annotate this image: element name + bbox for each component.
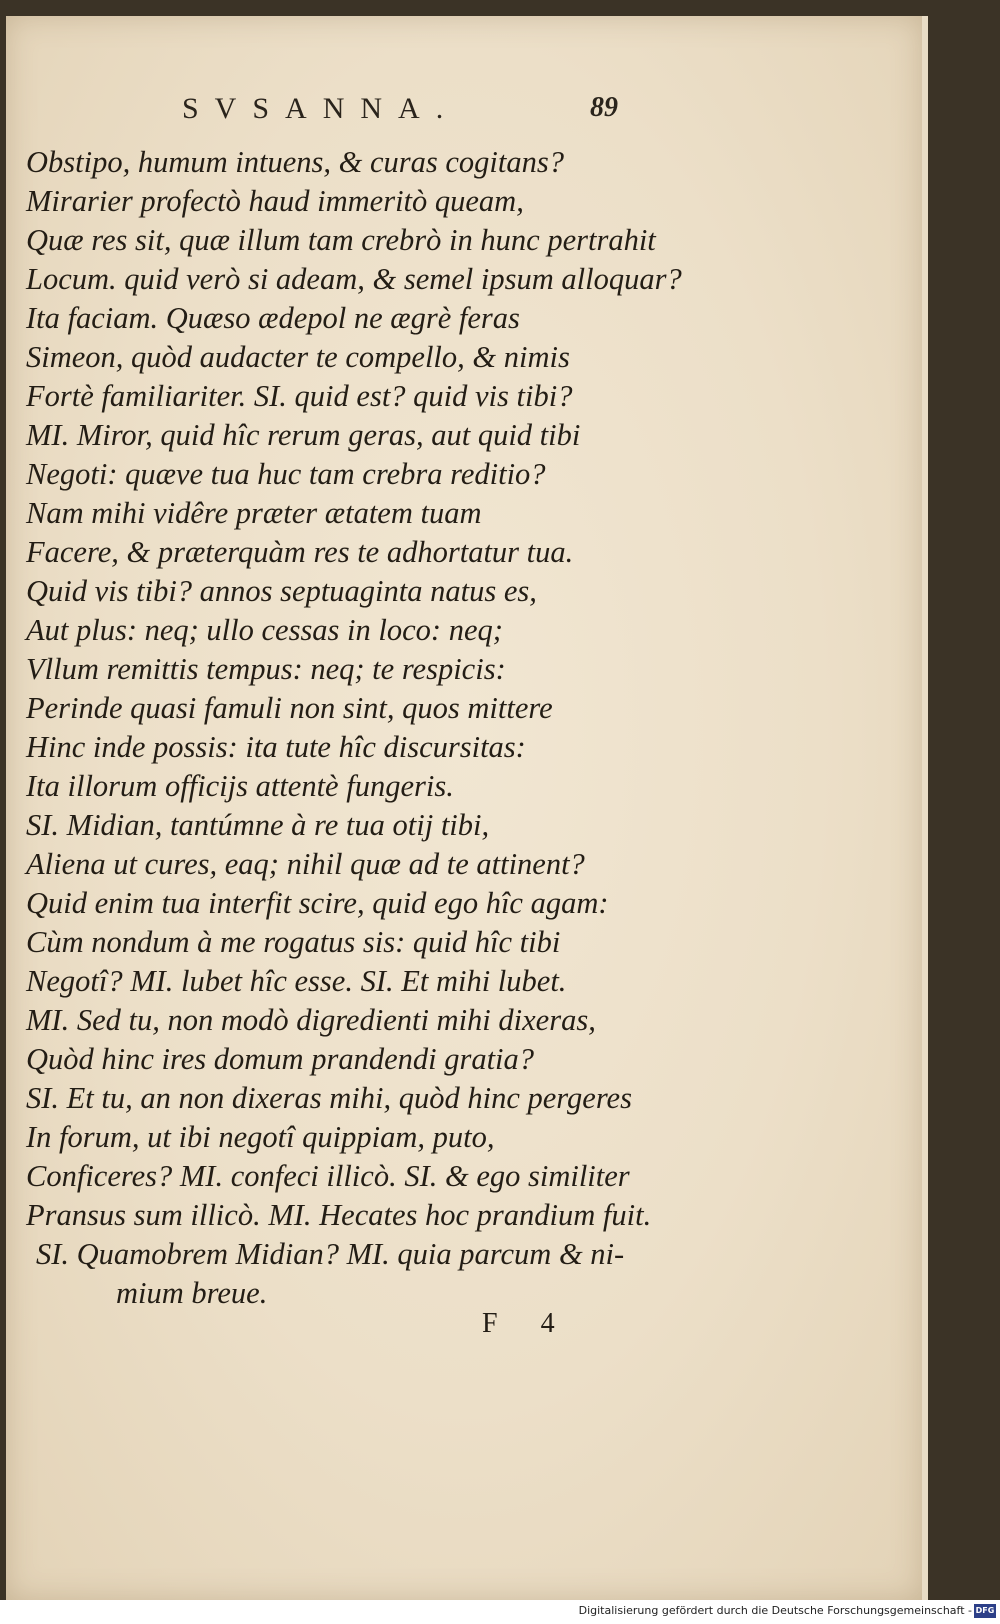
footer-bar bbox=[0, 1600, 1000, 1624]
text-line: In forum, ut ibi negotî quippiam, puto, bbox=[26, 1120, 495, 1154]
text-line: Quid enim tua interfit scire, quid ego hîc agam: bbox=[26, 886, 609, 920]
footer-credit: Digitalisierung gefördert durch die Deutsche Forschungsgemeinschaft - bbox=[578, 1604, 972, 1617]
text-line: Cùm nondum à me rogatus sis: quid hîc tibi bbox=[26, 925, 561, 959]
text-block bbox=[26, 143, 682, 1313]
dfg-logo: DFG bbox=[974, 1604, 996, 1618]
text-line: SI. Midian, tantúmne à re tua otij tibi, bbox=[26, 808, 490, 842]
text-line: Simeon, quòd audacter te compello, & nimis bbox=[26, 340, 570, 374]
text-line: Aliena ut cures, eaq; nihil quæ ad te attinent? bbox=[26, 847, 585, 881]
text-line: Quæ res sit, quæ illum tam crebrò in hunc pertrahit bbox=[26, 223, 656, 257]
text-line: Mirarier profectò haud immeritò queam, bbox=[26, 184, 524, 218]
text-line: Hinc inde possis: ita tute hîc discursitas: bbox=[26, 730, 526, 764]
running-head bbox=[150, 92, 670, 138]
text-line: Locum. quid verò si adeam, & semel ipsum alloquar? bbox=[26, 262, 682, 296]
text-line: Conficeres? MI. confeci illicò. SI. & ego similiter bbox=[26, 1159, 630, 1193]
text-line: Quid vis tibi? annos septuaginta natus es, bbox=[26, 574, 537, 608]
running-title: SVSANNA. bbox=[182, 92, 460, 125]
text-line: Negotî? MI. lubet hîc esse. SI. Et mihi lubet. bbox=[26, 964, 567, 998]
text-line: Pransus sum illicò. MI. Hecates hoc prandium fuit. bbox=[26, 1198, 652, 1232]
text-line: Negoti: quæve tua huc tam crebra reditio? bbox=[26, 457, 546, 491]
text-line: mium breue. bbox=[116, 1276, 268, 1310]
text-line: Facere, & præterquàm res te adhortatur tua. bbox=[26, 535, 574, 569]
text-line: Fortè familiariter. SI. quid est? quid vis tibi? bbox=[26, 379, 573, 413]
signature-mark: F 4 bbox=[482, 1308, 573, 1339]
text-line: Quòd hinc ires domum prandendi gratia? bbox=[26, 1042, 535, 1076]
text-line: MI. Sed tu, non modò digredienti mihi dixeras, bbox=[26, 1003, 596, 1037]
text-line: Vllum remittis tempus: neq; te respicis: bbox=[26, 652, 506, 686]
text-line: Aut plus: neq; ullo cessas in loco: neq; bbox=[26, 613, 503, 647]
text-line: SI. Et tu, an non dixeras mihi, quòd hinc pergeres bbox=[26, 1081, 632, 1115]
text-line: Ita faciam. Quæso ædepol ne ægrè feras bbox=[26, 301, 520, 335]
text-line: Perinde quasi famuli non sint, quos mittere bbox=[26, 691, 553, 725]
page-number: 89 bbox=[590, 92, 618, 123]
text-line: SI. Quamobrem Midian? MI. quia parcum & ni- bbox=[36, 1237, 625, 1271]
text-line: MI. Miror, quid hîc rerum geras, aut quid tibi bbox=[26, 418, 581, 452]
text-line: Obstipo, humum intuens, & curas cogitans? bbox=[26, 145, 564, 179]
page-edge bbox=[922, 16, 928, 1600]
text-line: Nam mihi vidêre præter ætatem tuam bbox=[26, 496, 482, 530]
text-line: Ita illorum officijs attentè fungeris. bbox=[26, 769, 454, 803]
